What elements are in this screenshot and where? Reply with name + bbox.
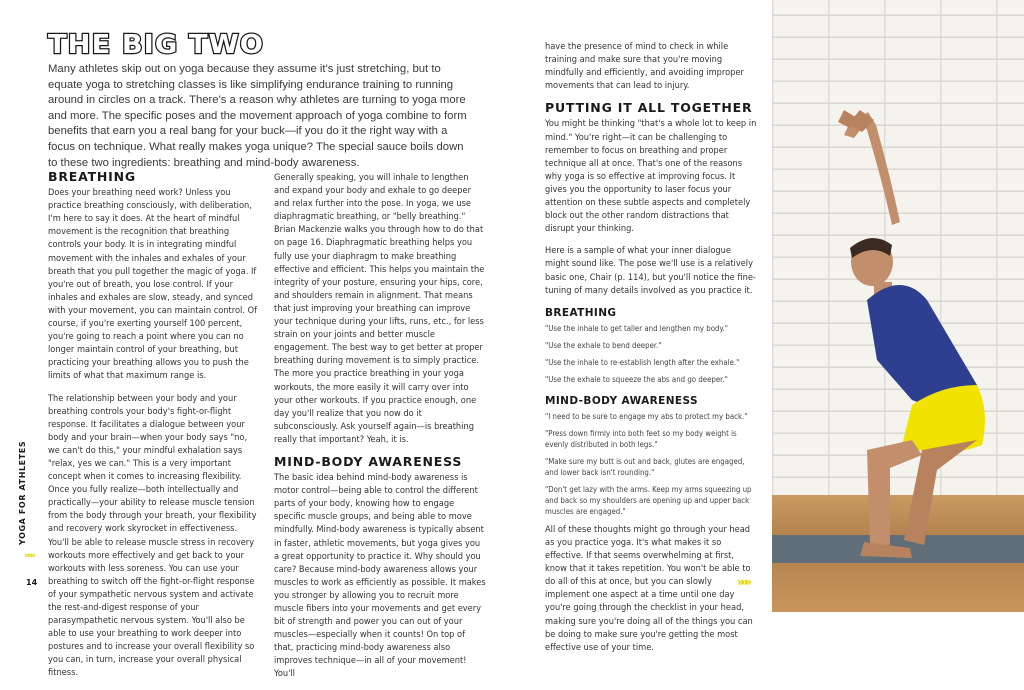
together-paragraph-1: You might be thinking "that's a whole lot to keep in mind." You're right—it can be challenging to remember to focus on breathing and proper technique all at once. That's one of the reasons why yoga is so effective at improving focus. It gives you the opportunity to laser focus your attention on these subtle aspects and completely block out the other random distractions that disrupt your thinking.	[545, 118, 757, 235]
mindbody-heading: MIND-BODY AWARENESS	[274, 453, 463, 469]
breathing-quote: "Use the inhale to get taller and lengthen my body."	[545, 323, 728, 333]
page-title: THE BIG TWO	[48, 30, 265, 60]
together-mindbody-heading: MIND-BODY AWARENESS	[545, 394, 698, 407]
mindbody-paragraph-1: The basic idea behind mind-body awareness is motor control—being able to control the different parts of your body, knowing how to engage specific muscle groups, and being able to move mindfully. Mind-body awareness is typically absent in faster, athletic movements, but yoga gives you a great opportunity to practice it. Why should you care? Because mind-body awareness allows your muscles to work as efficiently as possible. It makes you stronger by allowing you to recruit more muscle fibers into your movements and get every bit of strength and power you can out of your muscles—especially when it counts! On top of that, practicing mind-body awareness also improves technique—in all of your movement! You'll	[274, 472, 486, 680]
page-number: 14	[26, 578, 38, 587]
mindbody-quote: "Don't get lazy with the arms. Keep my arms squeezing up and back so my shoulders are opening up and upper back muscles are engaged."	[545, 484, 752, 516]
breathing-paragraph-2: The relationship between your body and your breathing controls your body's fight-or-flight response. It facilitates a dialogue between your body and your brain—when your body says "no, we can't do this," your mindful exhalation says "relax, yes we can." This is a very important concept when it comes to increasing flexibility. Once you fully realize—both intellectually and practically—your ability to release muscle tension from the body through your breath, your flexibility and recovery work skyrocket in effectiveness. You'll be able to release muscle stress in recovery workouts more effectively and get back to your workouts with less soreness. You can use your breathing to switch off the fight-or-flight response of your sympathetic nervous system and activate the rest-and-digest response of your parasympathetic nervous system. You'll also be able to use your breathing to work deeper into postures and to increase your overall flexibility so you can, in turn, increase your overall physical fitness.	[48, 392, 257, 679]
breathing-paragraph-3: Generally speaking, you will inhale to lengthen and expand your body and exhale to go deeper and relax further into the pose. In yoga, we use diaphragmatic breathing, or "belly breathing." Brian Mackenzie walks you through how to do that on page 16. Diaphragmatic breathing helps you fully use your diaphragm to make breathing effective and efficient. This helps you maintain the integrity of your posture, ensuring your hips, core, and shoulders remain in alignment. That means that just improving your breathing can improve your technique during your lifts, runs, etc., for less strain on your joints and better muscle engagement. The best way to get better at proper breathing during movement is to simply practice. The more you practice breathing in your yoga workouts, the more easily it will carry over into your other workouts. If you practice enough, one day you'll realize that you now do it subconsciously. Ask yourself again—is breathing really that important? Yeah, it is.	[274, 172, 485, 445]
chevron-icon: »»»	[24, 551, 34, 561]
athlete-figure	[772, 0, 1024, 612]
side-running-title: YOGA FOR ATHLETES	[18, 440, 27, 545]
breathing-paragraph-1: Does your breathing need work? Unless you practice breathing consciously, with deliberation, I'm here to say it does. At the heart of mindful movement is the recognition that breathing controls your body. It is in integrating mindful movement with the inhales and exhales of your breath that you pull together the magic of yoga. If you're out of breath, you lose control. If your inhales and exhales are slow, steady, and synced with your movement, you can maintain control. Of course, if you're exerting yourself 100 percent, you're going to reach a point where you can no longer maintain control of your breathing, but practicing your breathing allows you to push the limits of what that maximum range is.	[48, 187, 258, 382]
breathing-heading: BREATHING	[48, 169, 136, 184]
together-heading: PUTTING IT ALL TOGETHER	[545, 100, 753, 116]
column-1	[48, 168, 260, 689]
breathing-quote: "Use the inhale to re-establish length after the exhale."	[545, 357, 740, 367]
intro-paragraph: Many athletes skip out on yoga because they assume it's just stretching, but to equate yoga to stretching classes is like simplifying endurance training to running around in circles on a track. There's a reason why athletes are turning to yoga more and more. The specific poses and the movement approach of yoga combine to form benefits that earn you a real bang for your buck—if you do it the right way with a focus on technique. What really makes yoga unique? The special sauce boils down to these two ingredients: breathing and mind-body awareness.	[48, 63, 467, 169]
together-breathing-heading: BREATHING	[545, 306, 617, 319]
breathing-quote: "Use the exhale to bend deeper."	[545, 340, 662, 350]
breathing-quote: "Use the exhale to squeeze the abs and go deeper."	[545, 374, 728, 384]
mindbody-quote: "I need to be sure to engage my abs to protect my back."	[545, 411, 748, 421]
mindbody-quote: "Press down firmly into both feet so my body weight is evenly distributed in both legs."	[545, 428, 737, 449]
together-paragraph-2: Here is a sample of what your inner dialogue might sound like. The pose we'll use is a relatively basic one, Chair (p. 114), but you'll notice the fine-tuning of many details involved as you practice it.	[545, 245, 756, 296]
column-3	[545, 40, 757, 663]
together-paragraph-3: All of these thoughts might go through your head as you practice yoga. It's what makes it so effective. If that seems overwhelming at first, know that it takes repetition. You won't be able to do all of this at once, but you can slowly implement one aspect at a time until one day you're going through the checklist in your head, making sure you're doing all of the things you can be doing to make sure you're getting the most effective use of your time.	[545, 523, 753, 653]
mindbody-quote: "Make sure my butt is out and back, glutes are engaged, and lower back isn't rounding."	[545, 456, 745, 477]
mindbody-paragraph-2: have the presence of mind to check in while training and make sure that you're moving mindfully and efficiently, and avoiding improper movements that can lead to injury.	[545, 41, 744, 92]
yoga-photo	[772, 0, 1024, 612]
chevron-icon: »»»	[737, 575, 749, 589]
